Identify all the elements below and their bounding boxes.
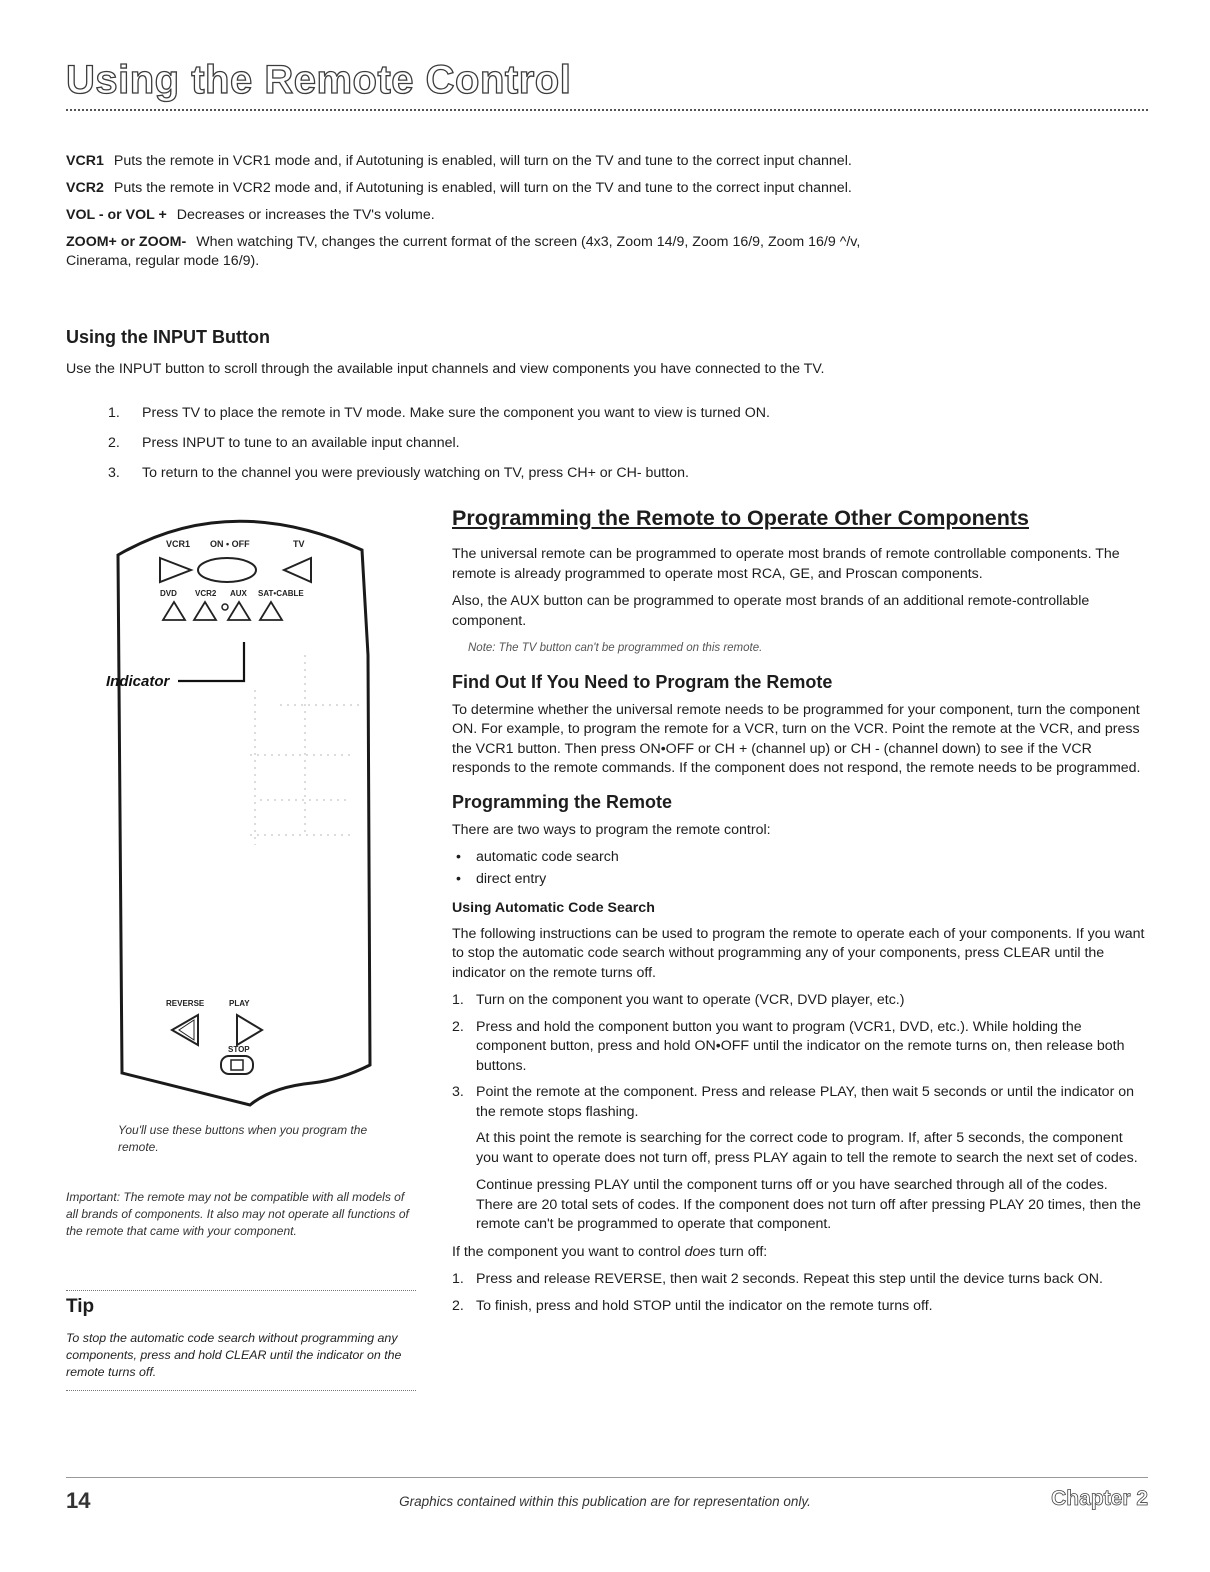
list-item — [452, 1083, 1147, 1122]
footer-note: Graphics contained within this publication are for representation only. — [399, 1494, 811, 1509]
page-title: Using the Remote Control — [66, 58, 572, 102]
button-definitions — [66, 152, 886, 279]
tip-top-divider — [66, 1290, 416, 1291]
definition-text: Puts the remote in VCR1 mode and, if Autotuning is enabled, will turn on the TV and tune to the correct input channel. — [113, 153, 852, 169]
tip-bottom-divider — [66, 1390, 416, 1391]
programming-heading: Programming the Remote to Operate Other Components — [452, 506, 1029, 530]
definition-text: Decreases or increases the TV's volume. — [176, 207, 435, 223]
list-item — [108, 404, 928, 423]
definition-text: When watching TV, changes the current format of the screen (4x3, Zoom 14/9, Zoom 16/9, Zoom 16/9 ^/v, Cinerama, regular mode 16/9). — [66, 234, 861, 269]
bullet-icon: • — [456, 870, 461, 887]
definition-vol — [66, 206, 886, 225]
does-emphasis: does — [684, 1243, 716, 1260]
method-text: direct entry — [476, 870, 547, 887]
tv-button-label: TV — [293, 539, 305, 549]
step-text: Press TV to place the remote in TV mode. Make sure the component you want to view is turned ON. — [142, 405, 770, 421]
definition-term: VCR1 — [66, 153, 104, 169]
auto-search-paragraph: At this point the remote is searching for the correct code to program. If, after 5 seconds, the component you want to operate does not turn off, press PLAY again to tell the remote to search the next set of codes. — [476, 1130, 1138, 1166]
step-number: 1. — [452, 1271, 464, 1287]
input-section-intro: Use the INPUT button to scroll through the available input channels and view components you have connected to the TV. — [66, 361, 825, 377]
step-number: 2. — [452, 1297, 464, 1314]
programming-section — [452, 505, 1147, 1323]
definition-zoom — [66, 233, 886, 271]
list-item — [452, 991, 1147, 1011]
on-off-button-label: ON • OFF — [210, 539, 250, 549]
indicator-label: Indicator — [106, 673, 170, 690]
definition-vcr1 — [66, 152, 886, 171]
programming-intro: There are two ways to program the remote control: — [452, 821, 771, 838]
dvd-button-label: DVD — [160, 589, 177, 598]
step-text: Press and hold the component button you want to program (VCR1, DVD, etc.). While holding the component button, press and hold ON•OFF until the indicator on the remote turns on, then release both buttons. — [476, 1018, 1125, 1074]
step-number: 3. — [452, 1084, 464, 1100]
input-steps-list — [108, 404, 928, 494]
title-divider — [66, 109, 1148, 111]
step-number: 1. — [452, 992, 464, 1008]
auto-search-intro: The following instructions can be used to program the remote to operate each of your components. If you want to stop the automatic code search without programming any of your components, press CLEAR until the indicator on the remote turns off. — [452, 925, 1145, 981]
step-number: 1. — [108, 405, 120, 421]
step-text: Point the remote at the component. Press and release PLAY, then wait 5 seconds or until the indicator on the remote stops flashing. — [476, 1084, 1135, 1120]
definition-term: VCR2 — [66, 180, 104, 196]
auto-search-steps — [452, 991, 1147, 1122]
method-text: automatic code search — [476, 849, 619, 865]
chapter-label: Chapter 2 — [1051, 1487, 1148, 1510]
on-off-button-icon — [198, 558, 256, 582]
definition-vcr2 — [66, 179, 886, 198]
does-suffix: turn off: — [715, 1243, 768, 1260]
find-out-heading: Find Out If You Need to Program the Remote — [452, 671, 833, 692]
vcr1-button-label: VCR1 — [166, 539, 191, 549]
find-out-paragraph: To determine whether the universal remote needs to be programmed for your component, turn the component ON. For example, to program the remote for a VCR, turn on the VCR. Point the remote at the VCR, and press the VCR1 button. Then press ON•OFF or CH + (channel up) or CH - (channel down) to see if the VCR responds to the remote commands. If the component does not respond, the remote needs to be programmed. — [452, 701, 1141, 776]
step-text: Turn on the component you want to operate (VCR, DVD player, etc.) — [476, 992, 905, 1008]
input-section-heading: Using the INPUT Button — [66, 327, 270, 347]
programming-remote-heading: Programming the Remote — [452, 791, 673, 812]
programming-paragraph: Also, the AUX button can be programmed to operate most brands of an additional remote-controllable component. — [452, 593, 1090, 629]
definition-term: ZOOM+ or ZOOM- — [66, 234, 187, 250]
list-item — [452, 870, 1147, 890]
reverse-button-label: REVERSE — [166, 999, 205, 1008]
programming-methods-list — [452, 848, 1147, 889]
remote-caption: You'll use these buttons when you program the remote. — [118, 1123, 368, 1154]
step-number: 2. — [108, 435, 120, 451]
important-note: Important: The remote may not be compatible with all models of all brands of components. It also may not operate all functions of the remote that came with your component. — [66, 1190, 409, 1238]
definition-term: VOL - or VOL + — [66, 207, 167, 223]
step-text: To return to the channel you were previously watching on TV, press CH+ or CH- button. — [142, 465, 689, 481]
list-item — [108, 434, 928, 453]
definition-text: Puts the remote in VCR2 mode and, if Autotuning is enabled, will turn on the TV and tune to the correct input channel. — [113, 180, 852, 196]
auto-search-paragraph: Continue pressing PLAY until the component turns off or you have searched through all of the codes. There are 20 total sets of codes. If the component does not turn off after pressing PLAY 20 times, then the remote can't be programmed to operate that component. — [476, 1177, 1141, 1232]
stop-button-icon — [221, 1056, 253, 1074]
does-prefix: If the component you want to control — [452, 1243, 685, 1260]
aux-button-label: AUX — [230, 589, 247, 598]
stop-button-label: STOP — [228, 1045, 250, 1054]
indicator-light-icon — [222, 604, 228, 610]
tip-text: To stop the automatic code search without programming any components, press and hold CLEAR until the indicator on the remote turns off. — [66, 1331, 402, 1379]
step-text: Press and release REVERSE, then wait 2 seconds. Repeat this step until the device turns back ON. — [476, 1271, 1103, 1287]
list-item — [452, 848, 1147, 868]
final-steps — [452, 1270, 1147, 1316]
programming-paragraph: The universal remote can be programmed to operate most brands of remote controllable components. The remote is already programmed to operate most RCA, GE, and Proscan components. — [452, 546, 1120, 582]
auto-search-heading: Using Automatic Code Search — [452, 900, 655, 916]
list-item — [452, 1018, 1147, 1077]
step-text: Press INPUT to tune to an available input channel. — [142, 435, 460, 451]
step-number: 3. — [108, 465, 120, 481]
does-turn-off-line — [452, 1243, 1147, 1263]
tip-title: Tip — [66, 1296, 95, 1317]
step-text: To finish, press and hold STOP until the indicator on the remote turns off. — [476, 1297, 933, 1314]
list-item — [452, 1297, 1147, 1317]
list-item — [108, 464, 928, 483]
page-number: 14 — [66, 1488, 91, 1513]
remote-illustration — [100, 505, 400, 1117]
tv-button-note: Note: The TV button can't be programmed on this remote. — [468, 642, 763, 654]
step-number: 2. — [452, 1018, 464, 1035]
footer-divider — [66, 1477, 1148, 1478]
play-button-label: PLAY — [229, 999, 250, 1008]
sat-cable-button-label: SAT•CABLE — [258, 589, 304, 598]
bullet-icon: • — [456, 849, 461, 865]
list-item — [452, 1270, 1147, 1290]
vcr2-button-label: VCR2 — [195, 589, 217, 598]
